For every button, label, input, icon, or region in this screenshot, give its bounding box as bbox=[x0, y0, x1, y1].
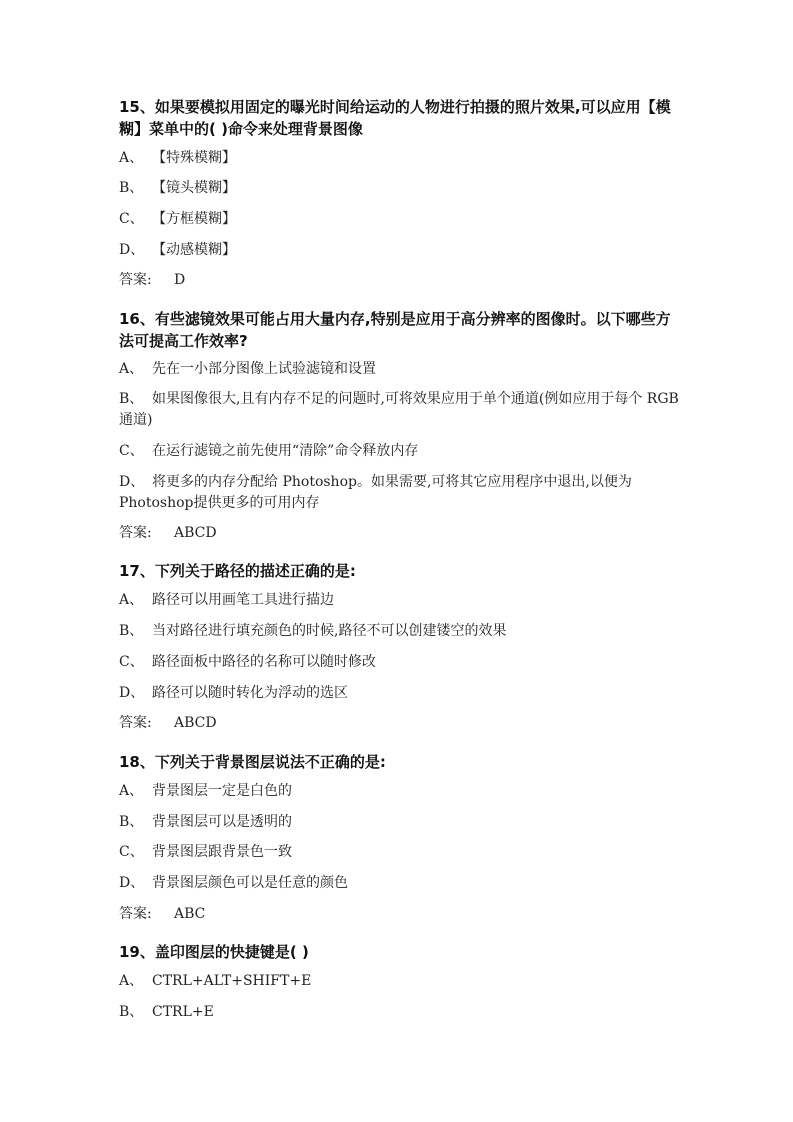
option-text: 当对路径进行填充颜色的时候,路径不可以创建镂空的效果 bbox=[152, 623, 507, 639]
option-letter: C、 bbox=[119, 443, 144, 459]
option-letter: B、 bbox=[119, 391, 144, 407]
option-b bbox=[119, 621, 679, 642]
option-a bbox=[119, 148, 679, 169]
option-text: 【动感模糊】 bbox=[152, 242, 236, 258]
option-text: 路径可以随时转化为浮动的选区 bbox=[152, 685, 348, 701]
answer-value: ABCD bbox=[174, 715, 217, 731]
option-text: 背景图层颜色可以是任意的颜色 bbox=[152, 875, 348, 891]
option-a bbox=[119, 359, 679, 380]
option-letter: D、 bbox=[119, 685, 145, 701]
option-letter: C、 bbox=[119, 654, 144, 670]
question-title: 18、下列关于背景图层说法不正确的是: bbox=[119, 753, 386, 771]
option-letter: A、 bbox=[119, 150, 144, 166]
option-text: 先在一小部分图像上试验滤镜和设置 bbox=[152, 361, 376, 377]
option-d bbox=[119, 683, 679, 704]
option-text: CTRL+E bbox=[152, 1004, 214, 1020]
option-text: 将更多的内存分配给 Photoshop。如果需要,可将其它应用程序中退出,以便为Photoshop提供更多的可用内存 bbox=[119, 474, 632, 511]
answer-value: ABCD bbox=[174, 525, 217, 541]
option-b bbox=[119, 178, 679, 199]
question-title: 16、有些滤镜效果可能占用大量内存,特别是应用于高分辨率的图像时。以下哪些方法可提高工作效率? bbox=[119, 310, 671, 350]
option-d bbox=[119, 472, 679, 514]
option-text: 背景图层跟背景色一致 bbox=[152, 844, 292, 860]
option-letter: B、 bbox=[119, 180, 144, 196]
option-letter: D、 bbox=[119, 474, 145, 490]
option-text: 【方框模糊】 bbox=[152, 211, 236, 227]
answer-line bbox=[119, 523, 217, 544]
option-letter: C、 bbox=[119, 844, 144, 860]
question-title: 17、下列关于路径的描述正确的是: bbox=[119, 562, 356, 580]
option-d bbox=[119, 240, 679, 261]
answer-label: 答案: bbox=[119, 906, 152, 922]
option-letter: C、 bbox=[119, 211, 144, 227]
option-letter: D、 bbox=[119, 242, 145, 258]
answer-line bbox=[119, 713, 217, 734]
answer-label: 答案: bbox=[119, 272, 152, 288]
option-a bbox=[119, 781, 679, 802]
question-title: 19、盖印图层的快捷键是( ) bbox=[119, 943, 309, 961]
option-text: CTRL+ALT+SHIFT+E bbox=[152, 973, 312, 989]
answer-value: D bbox=[174, 272, 186, 288]
question-17 bbox=[119, 560, 679, 582]
option-letter: A、 bbox=[119, 361, 144, 377]
answer-line bbox=[119, 270, 185, 291]
option-letter: A、 bbox=[119, 973, 144, 989]
answer-value: ABC bbox=[174, 906, 206, 922]
option-text: 路径面板中路径的名称可以随时修改 bbox=[152, 654, 376, 670]
option-d bbox=[119, 873, 679, 894]
option-b bbox=[119, 812, 679, 833]
option-text: 如果图像很大,且有内存不足的问题时,可将效果应用于单个通道(例如应用于每个 RGB 通道) bbox=[119, 391, 684, 428]
option-letter: B、 bbox=[119, 814, 144, 830]
option-text: 背景图层一定是白色的 bbox=[152, 783, 292, 799]
option-letter: D、 bbox=[119, 875, 145, 891]
question-15 bbox=[119, 96, 679, 140]
option-letter: A、 bbox=[119, 592, 144, 608]
option-b bbox=[119, 1002, 679, 1023]
option-a bbox=[119, 590, 679, 611]
option-text: 在运行滤镜之前先使用“清除”命令释放内存 bbox=[152, 443, 419, 459]
option-c bbox=[119, 652, 679, 673]
option-letter: B、 bbox=[119, 623, 144, 639]
question-title: 15、如果要模拟用固定的曝光时间给运动的人物进行拍摄的照片效果,可以应用【模糊】菜单中的( )命令来处理背景图像 bbox=[119, 98, 671, 138]
question-19 bbox=[119, 941, 679, 963]
option-c bbox=[119, 441, 679, 462]
option-b bbox=[119, 389, 684, 431]
option-letter: A、 bbox=[119, 783, 144, 799]
answer-label: 答案: bbox=[119, 715, 152, 731]
option-c bbox=[119, 842, 679, 863]
option-text: 【镜头模糊】 bbox=[152, 180, 236, 196]
option-text: 【特殊模糊】 bbox=[152, 150, 236, 166]
question-18 bbox=[119, 751, 679, 773]
option-a bbox=[119, 971, 679, 992]
option-c bbox=[119, 209, 679, 230]
answer-line bbox=[119, 904, 205, 925]
option-letter: B、 bbox=[119, 1004, 144, 1020]
option-text: 背景图层可以是透明的 bbox=[152, 814, 292, 830]
question-16 bbox=[119, 308, 679, 352]
answer-label: 答案: bbox=[119, 525, 152, 541]
option-text: 路径可以用画笔工具进行描边 bbox=[152, 592, 334, 608]
